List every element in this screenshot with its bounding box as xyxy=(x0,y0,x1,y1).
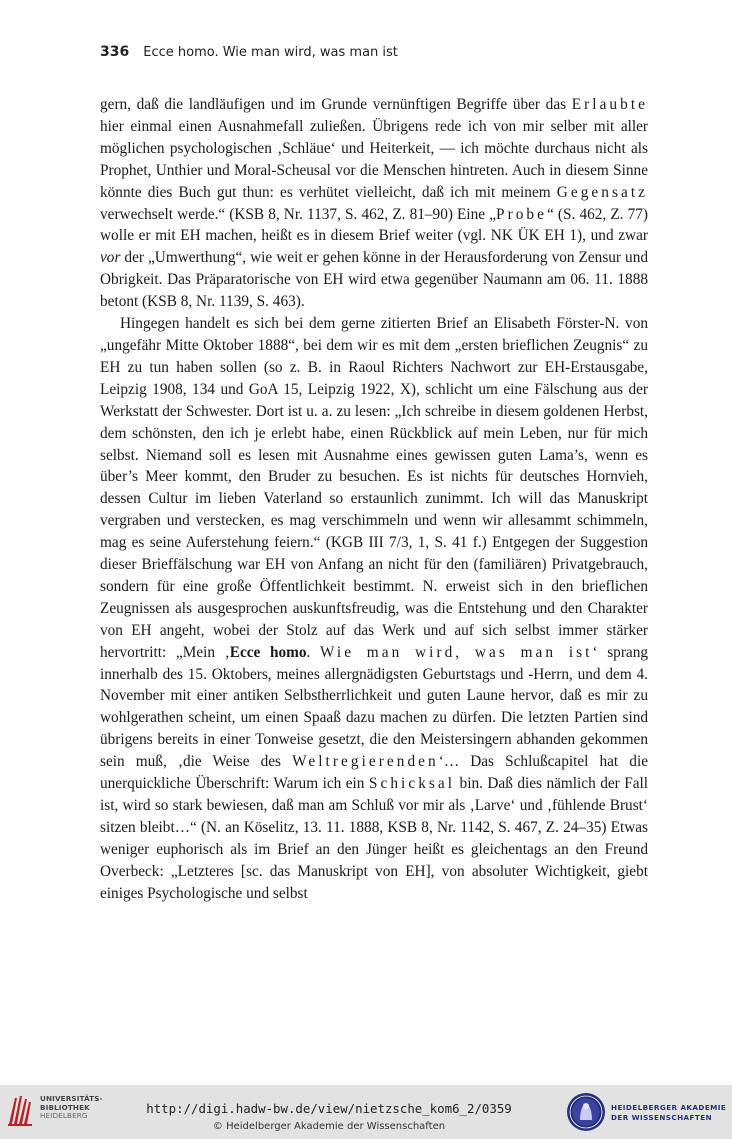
running-title: Ecce homo. Wie man wird, was man ist xyxy=(143,45,398,60)
footer-bar xyxy=(0,1085,732,1139)
academy-name-line-1: HEIDELBERGER AKADEMIE xyxy=(611,1103,727,1112)
spaced-emphasis: Wie man wird, was man ist xyxy=(320,643,593,661)
text-run: . xyxy=(306,643,321,661)
running-head xyxy=(100,44,660,60)
text-run: ‘… Das Schlußcapitel hat die unerquickliche Überschrift: Warum ich ein xyxy=(100,753,648,793)
ub-name-line-3: HEIDELBERG xyxy=(40,1111,88,1121)
academy-seal-icon xyxy=(566,1092,606,1132)
text-run: der „Umwerthung“, wie weit er gehen könne in der Herausforderung von Zensur und Obrigkeit. Das Präparatorische von EH wird etwa gegenüber Naumann am 06. 11. 1888 betont (KSB 8, Nr. 1139, S. 463). xyxy=(100,249,648,311)
spaced-emphasis: Schicksal xyxy=(368,775,456,793)
paragraph-1 xyxy=(100,94,648,313)
copyright-notice: © Heidelberger Akademie der Wissenschaften xyxy=(212,1121,446,1132)
bold-title: Ecce homo xyxy=(229,643,307,661)
spaced-emphasis: Gegensatz xyxy=(556,183,648,201)
ub-name-line-1: UNIVERSITÄTS- xyxy=(40,1094,103,1103)
spaced-emphasis: Erlaubte xyxy=(571,96,648,113)
text-run: bin. Daß dies nämlich der Fall ist, wird so stark bewiesen, daß man am Schluß vor mir als ‚Larve‘ und ‚fühlende Brust‘ sitzen bleibt…“ (N. an Köselitz, 13. 11. 1888, KSB 8, Nr. 1142, S. 467, Z. 24–35) Etwas weniger euphorisch als im Brief an den Jünger heißt es gleichentags an den Freund Overbeck: „Letzteres [sc. das Manuskript von EH], von absoluter Wichtigkeit, giebt einiges Psychologische und selbst xyxy=(100,775,649,902)
body-text xyxy=(100,94,648,905)
page-number: 336 xyxy=(100,44,130,60)
italic-emphasis: vor xyxy=(100,249,121,267)
spaced-emphasis: Weltregierenden xyxy=(292,753,439,771)
text-run: “ (S. 462, Z. 77) wolle er mit EH machen, heißt es in diesem Brief weiter (vgl. NK ÜK EH 1), und zwar xyxy=(100,205,648,245)
spaced-emphasis: Probe xyxy=(496,205,547,223)
ub-name-line-2: BIBLIOTHEK xyxy=(40,1102,90,1112)
text-run: gern, daß die landläufigen und im Grunde vernünftigen Begriffe über das xyxy=(100,96,572,113)
paragraph-2 xyxy=(100,313,648,904)
text-run: ‘ sprang innerhalb des 15. Oktobers, meines allergnädigsten Geburtstags und -Herrn, und dem 4. November mit einer antiken Selbstherrlichkeit und guten Laune hervor, daß es mir zu wohlgerathen scheint, um einen Spaaß dazu machen zu dürfen. Die letzten Partien sind übrigens bereits in einer Tonweise gesetzt, die den Meistersingern abhanden gekommen sein muß, ‚die Weise des xyxy=(100,643,649,771)
permalink-url[interactable]: http://digi.hadw-bw.de/view/nietzsche_kom6_2/0359 xyxy=(146,1101,512,1116)
academy-name xyxy=(611,1103,726,1122)
text-run: Hingegen handelt es sich bei dem gerne zitierten Brief an Elisabeth Förster-N. von „ungefähr Mitte Oktober 1888“, bei dem wir es mit dem „ersten brieflichen Zeugnis“ zu EH zu tun haben sollen (so z. B. in Raoul Richters Nachwort zur EH-Erstausgabe, Leipzig 1908, 134 und GoA 15, Leipzig 1922, X), schlicht um eine Fälschung aus der Werkstatt der Schwester. Dort ist u. a. zu lesen: „Ich schreibe in diesem goldenen Herbst, dem schönsten, den ich je erlebt habe, einen Rückblick auf mein Leben, nur für mich selbst. Niemand soll es lesen mit Ausnahme eines gewissen guten Lama’s, wenn es über’s Meer kommt, den Bruder zu besuchen. Es ist nichts für deutsches Hornvieh, dessen Cultur im lieben Vaterland so erstaunlich zunimmt. Ich will das Manuskript vergraben und verstecken, es mag verschimmeln und wenn wir allesammt schimmeln, mag es seine Auferstehung feiern.“ (KGB III 7/3, 1, S. 41 f.) Entgegen der Suggestion dieser Brieffälschung war EH von Anfang an nicht für den (familiären) Privatgebrauch, sondern für eine große Öffentlichkeit bestimmt. N. erweist sich in den brieflichen Zeugnissen als ausgesprochen auskunftsfreudig, was die Entstehung und den Charakter von EH angeht, wobei der Stolz auf das Werk und auf sich selbst immer stärker hervortritt: „Mein ‚ xyxy=(100,315,648,661)
text-run: verwechselt werde.“ (KSB 8, Nr. 1137, S. 462, Z. 81–90) Eine „ xyxy=(100,205,496,223)
academy-name-line-2: DER WISSENSCHAFTEN xyxy=(611,1112,713,1122)
text-run: hier einmal einen Ausnahmefall zuließen. Übrigens rede ich von mir selber mit aller möglichen psychologischen ‚Schläue‘ und Heiterkeit, — ich möchte durchaus nicht als Prophet, Unthier und Moral-Scheusal vor die Menschen hintreten. Auch in diesem Sinne könnte dies Buch gut thun: es verhütet vielleicht, daß ich mit meinem xyxy=(100,117,648,201)
